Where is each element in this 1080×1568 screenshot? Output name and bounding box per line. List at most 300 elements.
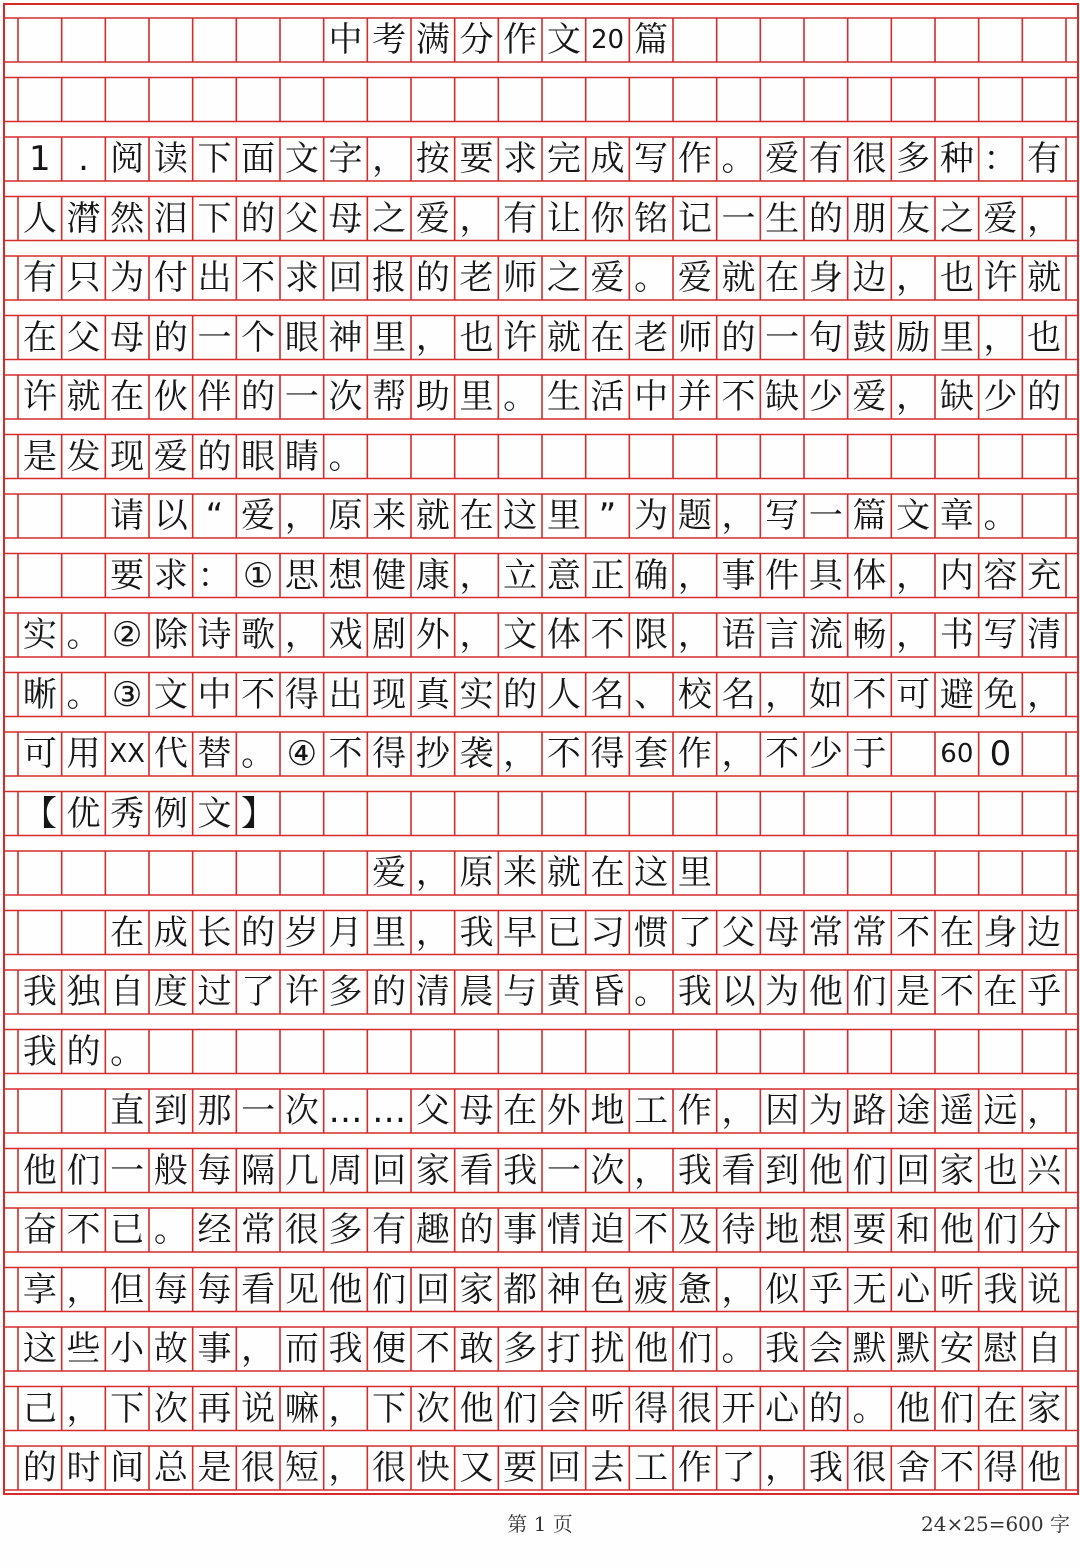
- text-character: 只: [66, 258, 101, 298]
- text-character: 是: [22, 436, 57, 477]
- text-character: 之: [546, 258, 581, 298]
- text-character: 除: [153, 615, 188, 655]
- text-character: 章: [939, 496, 974, 536]
- text-character: 助: [415, 377, 450, 417]
- text-character: 。: [634, 972, 669, 1012]
- text-character: 会: [546, 1388, 581, 1429]
- text-character: 畅: [852, 615, 887, 655]
- text-character: 了: [677, 912, 712, 953]
- text-character: 岁: [284, 912, 319, 953]
- text-character: ：: [197, 555, 232, 596]
- text-character: 得: [284, 674, 319, 715]
- text-character: 。: [153, 1210, 188, 1250]
- text-character: 以: [721, 972, 756, 1012]
- text-character: 们: [677, 1329, 712, 1369]
- text-character: 求: [284, 258, 319, 298]
- text-character: 健: [372, 555, 407, 596]
- text-character: 已: [546, 912, 581, 953]
- text-character: 隔: [241, 1150, 276, 1191]
- text-character: 一: [241, 1091, 276, 1131]
- text-character: 他: [1027, 1448, 1062, 1488]
- text-character: 免: [983, 674, 1018, 715]
- text-character: 父: [66, 317, 101, 358]
- text-character: 例: [153, 793, 188, 834]
- text-character: 心: [896, 1269, 931, 1310]
- text-character: 爱: [983, 198, 1018, 239]
- text-character: 他: [808, 1150, 843, 1191]
- text-character: 故: [153, 1329, 188, 1369]
- text-character: 我: [677, 972, 712, 1012]
- text-character: 很: [852, 139, 887, 179]
- text-character: 间: [110, 1448, 145, 1488]
- text-character: 流: [808, 615, 843, 655]
- text-character: 慰: [983, 1329, 1018, 1369]
- text-character: 发: [66, 436, 101, 477]
- text-character: 会: [808, 1329, 843, 1369]
- text-character: 60: [940, 739, 974, 769]
- text-character: 色: [590, 1269, 625, 1310]
- text-character: ，: [721, 1269, 756, 1310]
- text-character: 不: [634, 1210, 669, 1250]
- text-character: 很: [284, 1210, 319, 1250]
- text-character: 鼓: [852, 317, 887, 358]
- text-character: 爱: [765, 139, 800, 179]
- text-character: 到: [765, 1150, 800, 1191]
- text-character: 而: [284, 1329, 319, 1369]
- text-character: 】: [241, 793, 276, 834]
- text-character: …: [372, 1091, 407, 1131]
- text-character: 了: [721, 1448, 756, 1488]
- text-character: 次: [328, 377, 363, 417]
- text-character: 再: [197, 1388, 232, 1429]
- text-character: 不: [328, 734, 363, 774]
- text-character: 就: [66, 377, 101, 417]
- text-character: [891, 732, 935, 776]
- text-character: 。: [328, 436, 363, 477]
- text-character: 安: [939, 1329, 974, 1369]
- text-character: 很: [852, 1448, 887, 1488]
- text-character: 不: [939, 972, 974, 1012]
- text-character: 许: [503, 317, 538, 358]
- text-character: 分: [1027, 1210, 1062, 1250]
- text-character: 地: [765, 1210, 800, 1250]
- text-character: 说: [1027, 1269, 1062, 1310]
- title-character: 满: [415, 20, 450, 60]
- text-character: 在: [22, 317, 57, 358]
- text-character: 你: [590, 198, 625, 239]
- text-character: ，: [328, 1448, 363, 1488]
- text-character: 完: [546, 139, 581, 179]
- text-character: 时: [66, 1448, 101, 1488]
- text-character: 代: [153, 734, 188, 774]
- text-character: 这: [503, 496, 538, 536]
- text-character: 有: [1027, 139, 1062, 179]
- text-character: 父: [284, 198, 319, 239]
- text-character: ：: [983, 139, 1018, 179]
- text-character: 实: [459, 674, 494, 715]
- page-number: 第 1 页: [507, 1512, 573, 1536]
- text-character: 常: [808, 912, 843, 953]
- text-character: 1: [29, 139, 51, 179]
- text-character: 母: [765, 912, 800, 953]
- text-character: 。: [983, 496, 1018, 536]
- text-character: 享: [22, 1269, 57, 1310]
- text-character: 替: [197, 734, 232, 774]
- text-character: 一: [765, 317, 800, 358]
- text-character: 下: [110, 1388, 145, 1429]
- text-character: 文: [896, 496, 931, 536]
- text-character: 想: [328, 555, 363, 596]
- text-character: 思: [284, 555, 319, 596]
- text-character: 家: [459, 1269, 494, 1310]
- text-character: 。: [110, 1031, 145, 1072]
- text-character: 每: [197, 1269, 232, 1310]
- text-character: 套: [634, 734, 669, 774]
- text-character: 几: [284, 1150, 319, 1191]
- text-character: 个: [241, 317, 276, 358]
- text-character: 我: [677, 1150, 712, 1191]
- text-character: 多: [503, 1329, 538, 1369]
- text-character: 的: [415, 258, 450, 298]
- text-character: 在: [983, 1388, 1018, 1429]
- text-character: 潸: [66, 198, 101, 239]
- text-character: 里: [372, 912, 407, 953]
- text-character: 名: [590, 674, 625, 715]
- text-character: 就: [415, 496, 450, 536]
- text-character: 是: [896, 972, 931, 1012]
- text-character: 去: [590, 1448, 625, 1488]
- text-character: 体: [852, 555, 887, 596]
- text-character: 句: [808, 317, 843, 358]
- text-character: 袭: [459, 734, 494, 774]
- text-character: 次: [284, 1091, 319, 1131]
- text-character: 言: [765, 615, 800, 655]
- text-character: 外: [546, 1091, 581, 1131]
- text-character: 诗: [197, 615, 232, 655]
- text-character: 他: [939, 1210, 974, 1250]
- text-character: 眼: [284, 317, 319, 358]
- text-character: 现: [110, 436, 145, 477]
- text-character: 我: [328, 1329, 363, 1369]
- text-character: 不: [590, 615, 625, 655]
- text-character: ，: [765, 1448, 800, 1488]
- text-character: 活: [590, 377, 625, 417]
- text-character: ，: [983, 317, 1018, 358]
- text-character: ，: [66, 1388, 101, 1429]
- text-character: 下: [197, 198, 232, 239]
- text-character: 回: [896, 1150, 931, 1191]
- text-character: 不: [939, 1448, 974, 1488]
- text-character: 回: [372, 1150, 407, 1191]
- text-character: 都: [503, 1269, 538, 1310]
- text-character: 迫: [590, 1210, 625, 1250]
- text-character: 看: [241, 1269, 276, 1310]
- text-character: 晨: [459, 972, 494, 1012]
- text-character: ，: [721, 1091, 756, 1131]
- text-character: 一: [110, 1150, 145, 1191]
- text-character: 来: [372, 496, 407, 536]
- text-character: 不: [765, 734, 800, 774]
- text-character: 作: [677, 1091, 712, 1131]
- text-character: 正: [590, 555, 625, 596]
- text-character: 又: [459, 1448, 494, 1488]
- text-character: 【: [22, 793, 57, 834]
- text-character: ，: [328, 1388, 363, 1429]
- text-character: ，: [372, 139, 407, 179]
- text-character: 听: [939, 1269, 974, 1310]
- text-character: 的: [1027, 377, 1062, 417]
- text-character: 也: [983, 1150, 1018, 1191]
- text-character: ，: [896, 258, 931, 298]
- text-character: 。: [721, 1329, 756, 1369]
- text-character: 自: [1027, 1329, 1062, 1369]
- text-character: 。: [503, 377, 538, 417]
- text-character: 的: [22, 1448, 57, 1488]
- text-character: 舍: [896, 1448, 931, 1488]
- text-character: 优: [66, 793, 101, 834]
- text-character: 许: [284, 972, 319, 1012]
- text-character: 戏: [328, 615, 363, 655]
- text-character: 康: [415, 555, 450, 596]
- text-character: 地: [590, 1091, 625, 1131]
- text-character: 篇: [852, 496, 887, 536]
- text-character: 嘛: [284, 1388, 319, 1429]
- text-character: 睛: [284, 436, 319, 477]
- text-character: 实: [22, 615, 57, 655]
- text-character: 快: [415, 1448, 450, 1488]
- text-character: ②: [111, 615, 143, 655]
- text-character: ，: [415, 317, 450, 358]
- text-character: 我: [22, 1031, 57, 1072]
- text-character: 可: [896, 674, 931, 715]
- text-character: 并: [677, 377, 712, 417]
- text-character: 许: [22, 377, 57, 417]
- text-character: 们: [503, 1388, 538, 1429]
- text-character: 也: [939, 258, 974, 298]
- text-character: 己: [22, 1388, 57, 1429]
- text-character: ，: [459, 555, 494, 596]
- text-character: 。: [634, 258, 669, 298]
- text-character: 件: [765, 555, 800, 596]
- text-character: 为: [110, 258, 145, 298]
- text-character: ，: [241, 1329, 276, 1369]
- text-character: 得: [590, 734, 625, 774]
- text-character: 容: [983, 555, 1018, 596]
- text-character: 下: [372, 1388, 407, 1429]
- text-character: 报: [372, 258, 407, 298]
- text-character: 师: [677, 317, 712, 358]
- text-character: 神: [546, 1269, 581, 1310]
- grid-spec: 24×25=600 字: [921, 1512, 1070, 1536]
- text-character: 文: [197, 793, 232, 834]
- text-character: 在: [939, 912, 974, 953]
- text-character: 写: [765, 496, 800, 536]
- text-character: ，: [765, 674, 800, 715]
- text-character: 奋: [22, 1210, 57, 1250]
- text-character: 爱: [590, 258, 625, 298]
- text-character: 出: [197, 258, 232, 298]
- text-character: 独: [66, 972, 101, 1012]
- text-character: 种: [939, 139, 974, 179]
- text-character: 一: [721, 198, 756, 239]
- text-character: 用: [66, 734, 101, 774]
- text-character: 遥: [939, 1091, 974, 1131]
- text-character: 的: [808, 1388, 843, 1429]
- text-character: 待: [721, 1210, 756, 1250]
- text-character: 文: [503, 615, 538, 655]
- text-character: 的: [197, 436, 232, 477]
- text-character: 很: [241, 1448, 276, 1488]
- text-character: 付: [153, 258, 188, 298]
- text-character: 们: [372, 1269, 407, 1310]
- text-character: 生: [765, 198, 800, 239]
- text-character: 成: [153, 912, 188, 953]
- text-character: 为: [765, 972, 800, 1012]
- text-character: 得: [372, 734, 407, 774]
- text-character: 在: [983, 972, 1018, 1012]
- text-character: ①: [242, 555, 274, 596]
- text-character: 他: [896, 1388, 931, 1429]
- text-character: 以: [153, 496, 188, 536]
- text-character: 泪: [153, 198, 188, 239]
- text-character: 一: [546, 1150, 581, 1191]
- text-character: 铭: [634, 198, 669, 239]
- text-character: 就: [721, 258, 756, 298]
- text-character: 有: [808, 139, 843, 179]
- text-character: [1022, 732, 1066, 776]
- text-character: ，: [634, 1150, 669, 1191]
- text-character: 题: [677, 496, 712, 536]
- text-character: 事: [503, 1210, 538, 1250]
- text-character: 作: [677, 1448, 712, 1488]
- text-character: ”: [598, 496, 617, 536]
- text-character: 老: [459, 258, 494, 298]
- text-character: 家: [415, 1150, 450, 1191]
- text-character: 得: [983, 1448, 1018, 1488]
- text-character: 可: [22, 734, 57, 774]
- text-character: 的: [503, 674, 538, 715]
- text-character: 们: [852, 972, 887, 1012]
- text-character: 阅: [110, 139, 145, 179]
- text-character: 秀: [110, 793, 145, 834]
- text-character: ，: [721, 734, 756, 774]
- text-character: 、: [634, 674, 669, 715]
- text-character: 我: [22, 972, 57, 1012]
- text-character: 看: [459, 1150, 494, 1191]
- text-character: 记: [677, 198, 712, 239]
- text-character: 然: [110, 198, 145, 239]
- text-character: 老: [634, 317, 669, 358]
- text-character: 每: [153, 1269, 188, 1310]
- text-character: 。: [66, 674, 101, 715]
- text-character: ，: [415, 912, 450, 953]
- text-character: 神: [328, 317, 363, 358]
- text-character: ，: [896, 377, 931, 417]
- text-character: 说: [241, 1388, 276, 1429]
- text-character: 避: [939, 674, 974, 715]
- text-character: 想: [808, 1210, 843, 1250]
- text-character: 文: [153, 674, 188, 715]
- text-character: 为: [634, 496, 669, 536]
- text-character: 及: [677, 1210, 712, 1250]
- text-character: 的: [721, 317, 756, 358]
- text-character: 我: [808, 1448, 843, 1488]
- text-character: 小: [110, 1329, 145, 1369]
- text-character: ，: [721, 496, 756, 536]
- text-character: 次: [153, 1388, 188, 1429]
- text-character: 不: [415, 1329, 450, 1369]
- text-character: 文: [284, 139, 319, 179]
- text-character: 他: [808, 972, 843, 1012]
- text-character: 少: [983, 377, 1018, 417]
- text-character: 很: [677, 1388, 712, 1429]
- text-character: 爱: [415, 198, 450, 239]
- text-character: 父: [721, 912, 756, 953]
- text-character: 作: [677, 139, 712, 179]
- text-character: 清: [1027, 615, 1062, 655]
- text-character: ，: [66, 1269, 101, 1310]
- text-character: 默: [852, 1329, 887, 1369]
- text-character: 得: [634, 1388, 669, 1429]
- text-character: 多: [328, 972, 363, 1012]
- text-character: ，: [459, 615, 494, 655]
- text-character: 已: [110, 1210, 145, 1250]
- text-character: …: [328, 1091, 363, 1131]
- text-character: 和: [896, 1210, 931, 1250]
- text-character: 里: [939, 317, 974, 358]
- text-character: 不: [546, 734, 581, 774]
- text-character: 在: [765, 258, 800, 298]
- text-character: ，: [415, 853, 450, 893]
- text-character: 下: [197, 139, 232, 179]
- text-character: 歌: [241, 615, 276, 655]
- text-character: 友: [896, 198, 931, 239]
- text-character: 见: [284, 1269, 319, 1310]
- text-character: 过: [197, 972, 232, 1012]
- text-character: 工: [634, 1091, 669, 1131]
- text-character: 现: [372, 674, 407, 715]
- text-character: 默: [896, 1329, 931, 1369]
- text-character: 在: [590, 853, 625, 893]
- text-character: 边: [852, 258, 887, 298]
- text-character: 他: [22, 1150, 57, 1191]
- text-character: 读: [153, 139, 188, 179]
- text-character: 名: [721, 674, 756, 715]
- text-character: 周: [328, 1150, 363, 1191]
- text-character: 。: [852, 1388, 887, 1429]
- text-character: 要: [459, 139, 494, 179]
- text-character: 有: [372, 1210, 407, 1250]
- text-character: 字: [328, 139, 363, 179]
- text-character: 。: [721, 139, 756, 179]
- text-character: 他: [634, 1329, 669, 1369]
- text-character: ，: [459, 198, 494, 239]
- text-character: 的: [66, 1031, 101, 1072]
- text-character: 开: [721, 1388, 756, 1429]
- text-character: 次: [590, 1150, 625, 1191]
- text-character: 在: [503, 1091, 538, 1131]
- text-character: ④: [286, 734, 318, 774]
- text-character: 于: [852, 734, 887, 774]
- text-character: 不: [721, 377, 756, 417]
- text-character: 帮: [372, 377, 407, 417]
- text-character: 人: [546, 674, 581, 715]
- text-character: 直: [110, 1091, 145, 1131]
- text-character: 便: [372, 1329, 407, 1369]
- text-character: 少: [808, 734, 843, 774]
- text-character: 原: [459, 853, 494, 893]
- text-character: 惯: [634, 912, 669, 953]
